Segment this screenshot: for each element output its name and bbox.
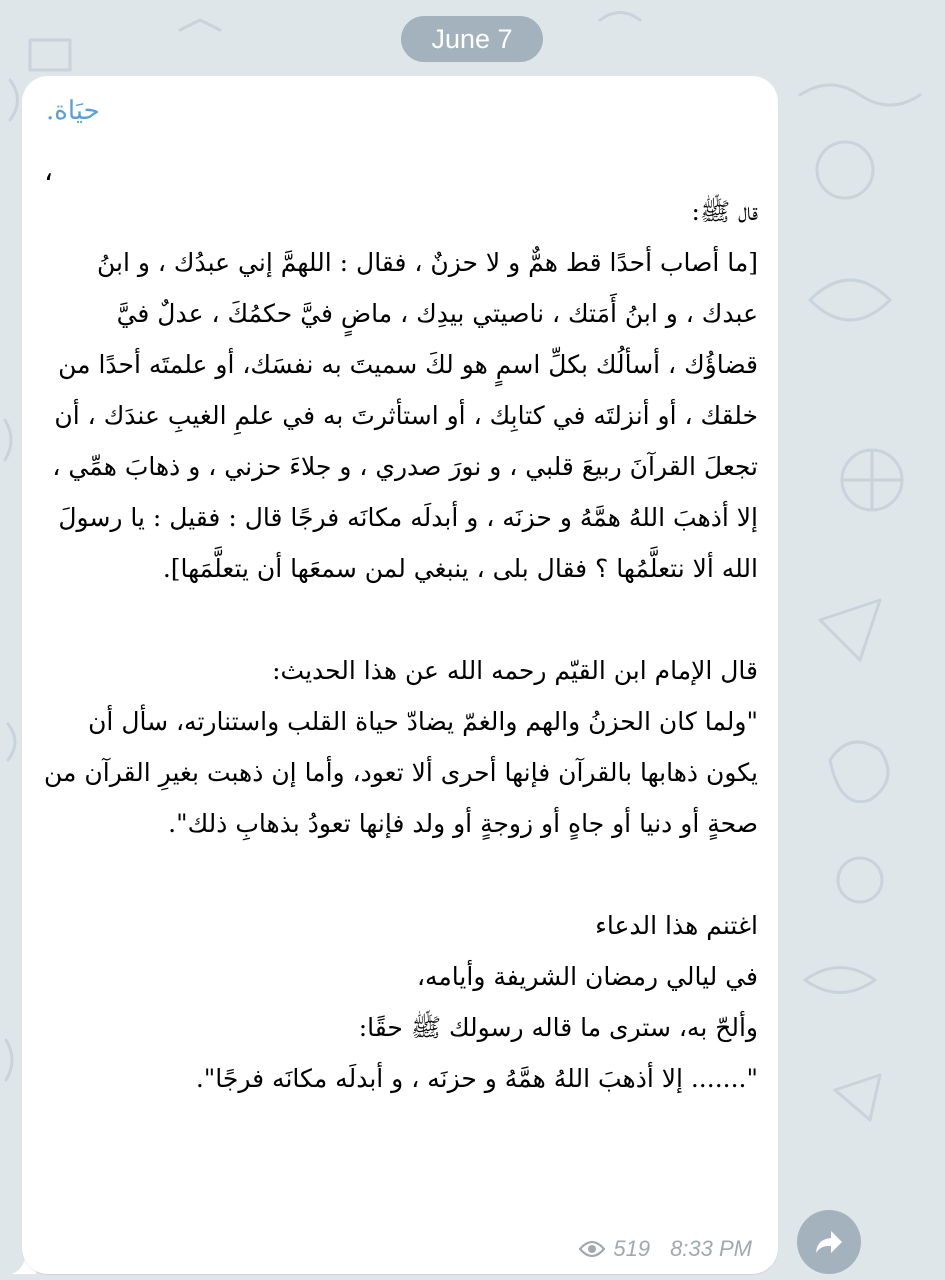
eye-icon xyxy=(579,1240,605,1258)
date-separator: June 7 xyxy=(401,16,543,62)
share-button[interactable] xyxy=(797,1210,861,1274)
message-first-line: ، xyxy=(44,154,54,187)
view-count: 519 xyxy=(613,1236,651,1261)
message-text: قال ﷺ: [ما أصاب أحدًا قط همٌّ و لا حزنٌ ، فقال : اللهمَّ إني عبدُك ، و ابنُ عبدك ، و ابنُ أَمَتك ، ناصيتي بيدِك ، ماضٍ فيَّ حكمُكَ ، عدلٌ فيَّ قضاؤُك ، أسألُك بكلِّ اسمٍ هو لكَ سميتَ به نفسَك، أو علمتَه أحدًا من خلقك ، أو أنزلتَه في كتابِك ، أو استأثرتَ به في علمِ الغيبِ عندَك ، أن تجعلَ القرآنَ ربيعَ قلبي ، و نورَ صدري ، و جلاءَ حزني ، و ذهابَ همِّي ، إلا أذهبَ اللهُ همَّهُ و حزنَه ، و أبدلَه مكانَه فرجًا قال : فقيل : يا رسولَ الله ألا نتعلَّمُها ؟ فقال بلى ، ينبغي لمن سمعَها أن يتعلَّمَها]. قال الإمام ابن القيّم رحمه الله عن هذا الحديث: "ولما كان الحزنُ والهم والغمّ يضادّ حياة القلب واستنارته، سأل أن يكون ذهابها بالقرآن فإنها أحرى ألا تعود، وأما إن ذهبت بغيرِ القرآن من صحةٍ أو دنيا أو جاهٍ أو زوجةٍ أو ولد فإنها تعودُ بذهابِ ذلك". اغتنم هذا الدعاء في ليالي رمضان الشريفة وأيامه، وألحّ به، سترى ما قاله رسولك ﷺ حقًا: "....... إلا أذهبَ اللهُ همَّهُ و حزنَه ، و أبدلَه مكانَه فرجًا". xyxy=(44,197,758,1093)
message-bubble[interactable] xyxy=(22,76,778,1274)
channel-name[interactable]: حيَاة. xyxy=(46,96,100,126)
share-arrow-icon xyxy=(814,1229,844,1255)
message-time: 8:33 PM xyxy=(670,1236,752,1261)
message-meta xyxy=(579,1236,752,1262)
